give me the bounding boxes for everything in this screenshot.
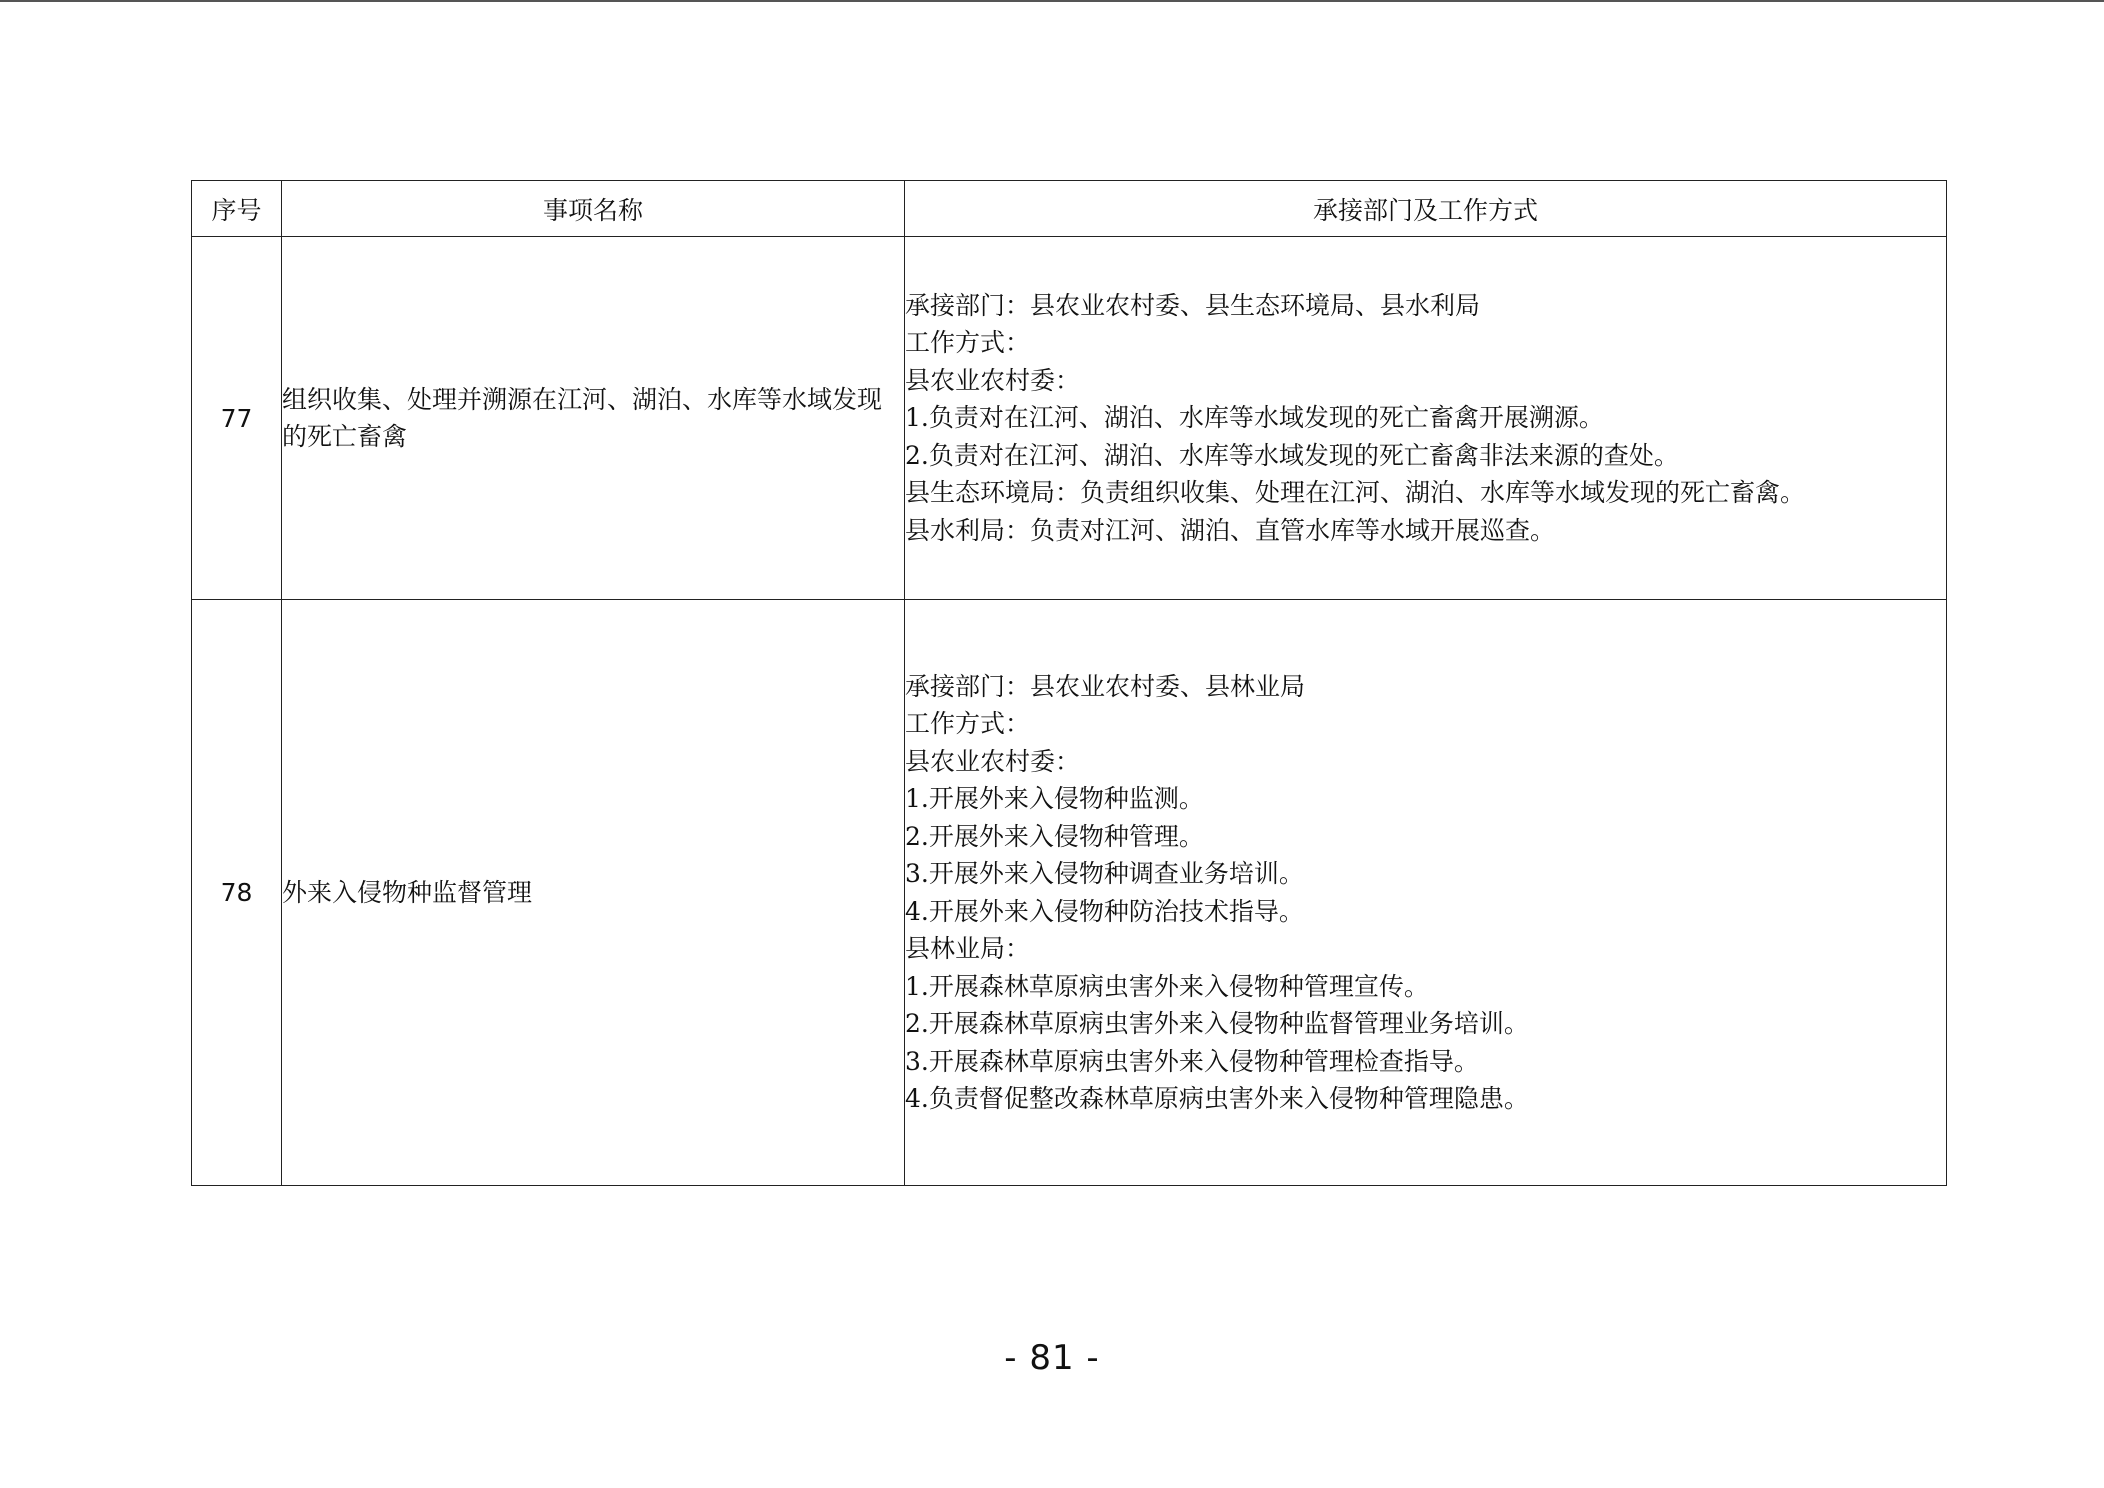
- detail-line: 4.负责督促整改森林草原病虫害外来入侵物种管理隐患。: [905, 1084, 1529, 1113]
- detail-line: 2.负责对在江河、湖泊、水库等水域发现的死亡畜禽非法来源的查处。: [905, 440, 1679, 470]
- detail-line: 工作方式：: [905, 328, 1031, 358]
- detail-line: 3.开展外来入侵物种调查业务培训。: [905, 859, 1304, 888]
- detail-line: 1.开展森林草原病虫害外来入侵物种管理宣传。: [905, 971, 1429, 1001]
- detail-line: 2.开展森林草原病虫害外来入侵物种监督管理业务培训。: [905, 1009, 1529, 1038]
- detail-line: 县林业局：: [905, 934, 1031, 963]
- detail-line: 承接部门：县农业农村委、县林业局: [905, 671, 1306, 701]
- detail-line: 县农业农村委：: [905, 746, 1081, 776]
- row-detail: [905, 600, 1947, 1186]
- table-row: [192, 237, 1947, 600]
- table-row: [192, 600, 1947, 1186]
- header-department-method: 承接部门及工作方式: [905, 181, 1947, 237]
- responsibility-table: [191, 180, 1947, 1186]
- header-item-name: 事项名称: [282, 181, 905, 237]
- detail-line: 2.开展外来入侵物种管理。: [905, 821, 1204, 851]
- detail-line: 县生态环境局：负责组织收集、处理在江河、湖泊、水库等水域发现的死亡畜禽。: [905, 478, 1806, 508]
- row-item-name: 组织收集、处理并溯源在江河、湖泊、水库等水域发现的死亡畜禽: [282, 237, 905, 600]
- detail-line: 承接部门：县农业农村委、县生态环境局、县水利局: [905, 290, 1481, 320]
- detail-line: 4.开展外来入侵物种防治技术指导。: [905, 896, 1304, 926]
- detail-line: 县水利局：负责对江河、湖泊、直管水库等水域开展巡查。: [905, 515, 1556, 545]
- page-number: - 81 -: [1004, 1338, 1100, 1378]
- row-detail: [905, 237, 1947, 600]
- row-item-name: 外来入侵物种监督管理: [282, 600, 905, 1186]
- detail-line: 工作方式：: [905, 709, 1031, 738]
- table-header-row: [192, 181, 1947, 237]
- row-seq: 77: [192, 237, 282, 600]
- detail-line: 1.开展外来入侵物种监测。: [905, 784, 1204, 813]
- top-border-line: [0, 0, 2104, 2]
- detail-line: 3.开展森林草原病虫害外来入侵物种管理检查指导。: [905, 1046, 1479, 1076]
- detail-line: 县农业农村委：: [905, 365, 1081, 395]
- row-seq: 78: [192, 600, 282, 1186]
- detail-line: 1.负责对在江河、湖泊、水库等水域发现的死亡畜禽开展溯源。: [905, 403, 1604, 433]
- header-seq: 序号: [192, 181, 282, 237]
